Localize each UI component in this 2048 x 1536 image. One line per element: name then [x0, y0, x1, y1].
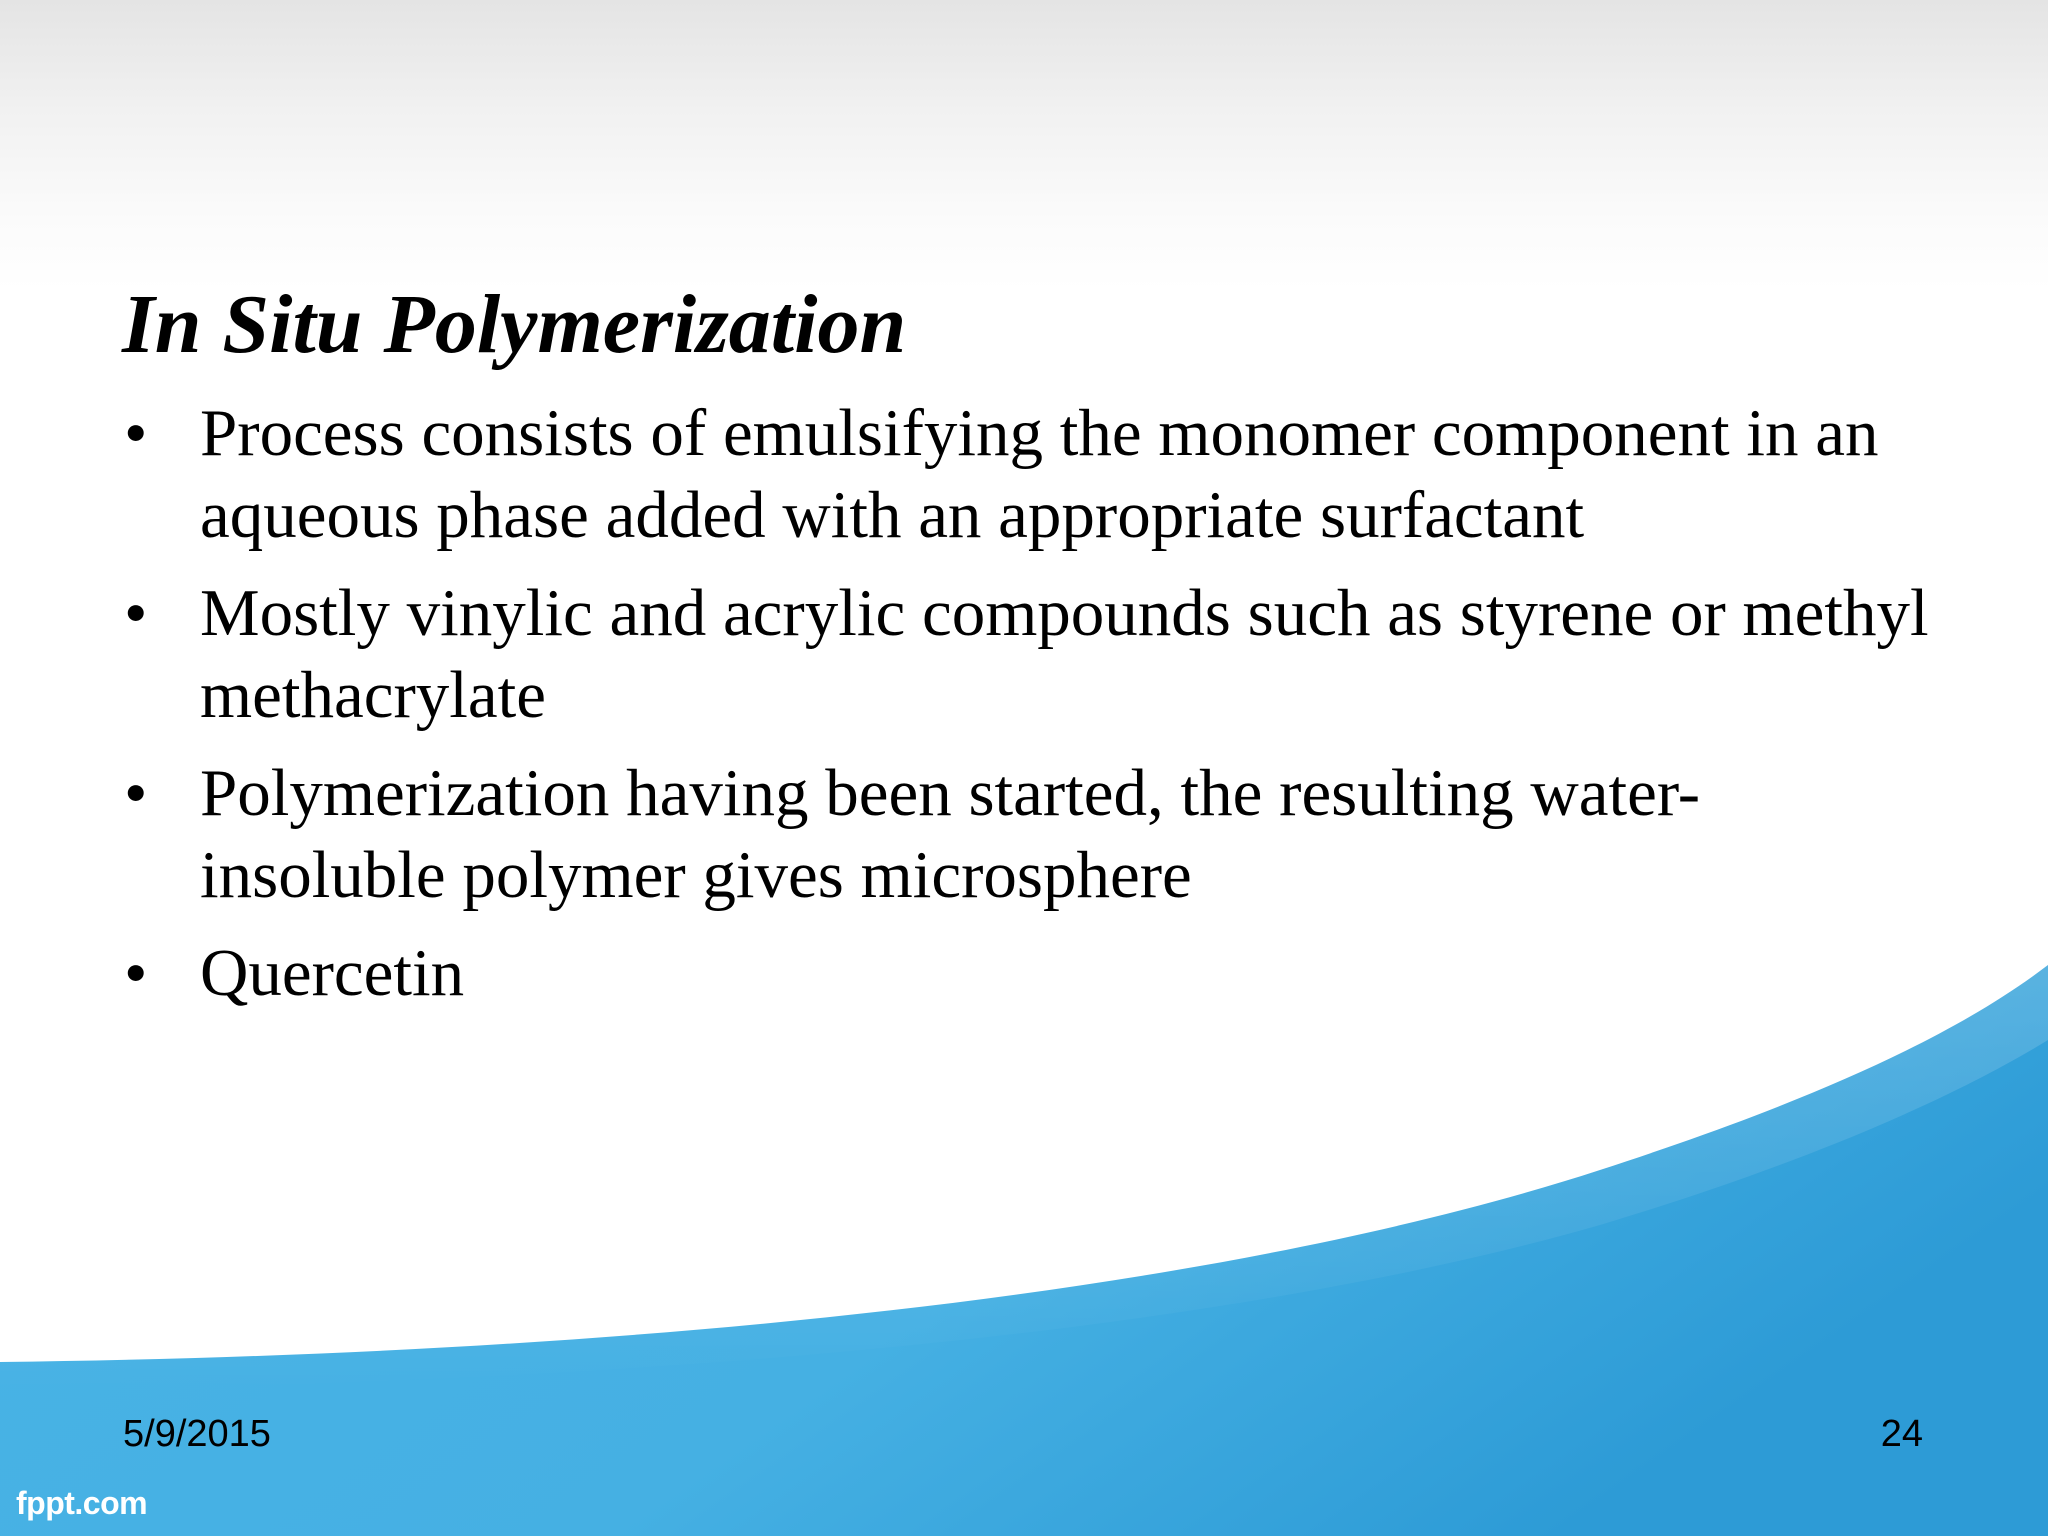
brand-logo: fppt.com — [16, 1485, 148, 1521]
bullet-list — [0, 392, 2048, 1030]
slide-title: In Situ Polymerization — [122, 278, 907, 371]
bullet-marker: • — [124, 396, 148, 470]
bullet-text: Quercetin — [200, 936, 465, 1010]
bullet-item — [0, 752, 1940, 916]
bullet-marker: • — [124, 576, 148, 650]
bullet-item — [0, 392, 1940, 556]
bullet-item — [0, 932, 1940, 1014]
bullet-marker: • — [124, 756, 148, 830]
footer-date: 5/9/2015 — [123, 1413, 271, 1455]
bullet-item — [0, 572, 1940, 736]
bullet-text: Process consists of emulsifying the monomer component in an aqueous phase added with an appropriate surfactant — [200, 396, 1879, 552]
slide-number: 24 — [1880, 1413, 1923, 1455]
bullet-text: Polymerization having been started, the resulting water-insoluble polymer gives microsphere — [200, 756, 1701, 912]
bullet-marker: • — [124, 936, 148, 1010]
bullet-text: Mostly vinylic and acrylic compounds such as styrene or methyl methacrylate — [200, 576, 1929, 732]
